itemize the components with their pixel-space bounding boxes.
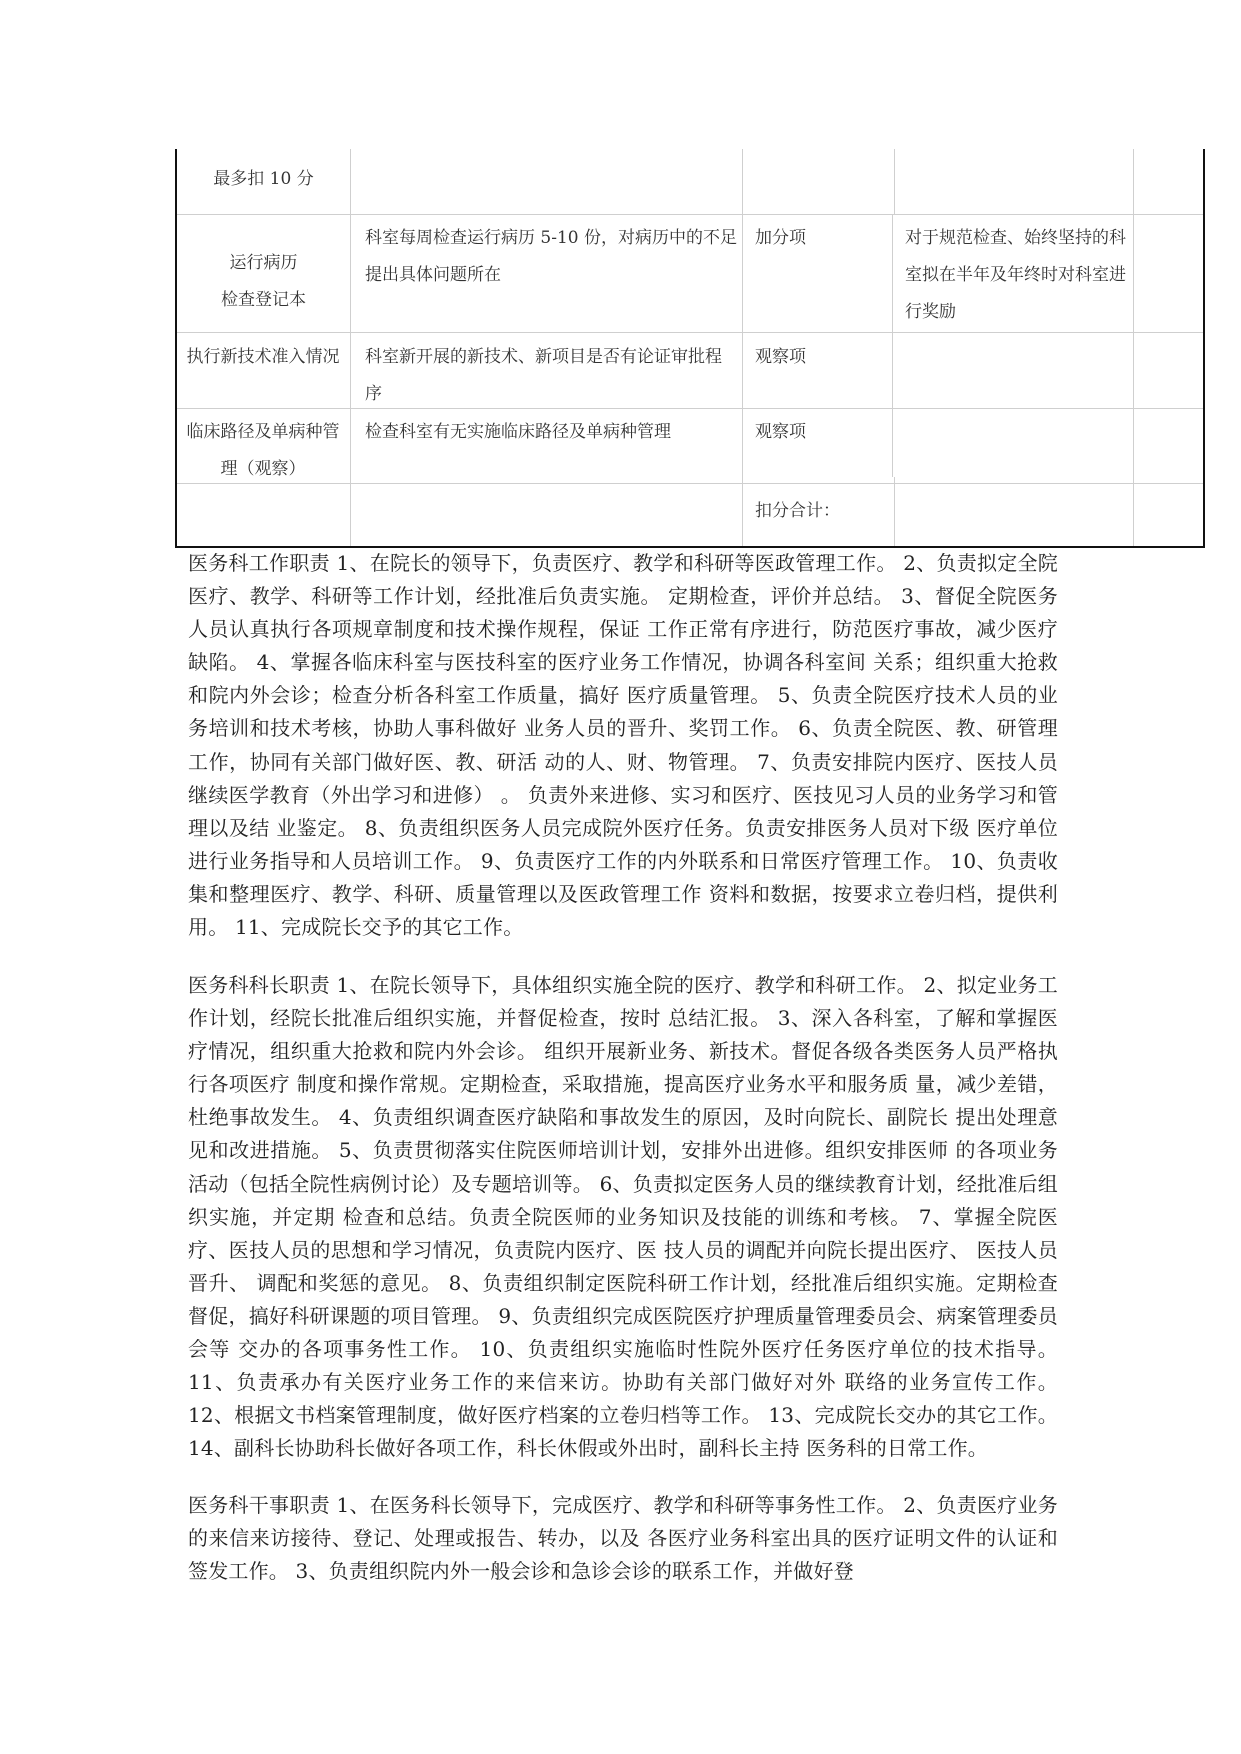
table-cell-total-label: 扣分合计： [755,501,840,521]
table-cell-type: 观察项 [755,422,806,442]
table-column-divider [742,149,743,546]
table-column-divider [350,149,351,546]
table-column-divider [892,214,893,477]
table-cell-type: 观察项 [755,347,806,367]
table-cell-item: 最多扣 10 分 [213,169,314,189]
paragraph-staff-officer-duties: 医务科干事职责 1、在医务科长领导下，完成医疗、教学和科研等事务性工作。 2、负责医疗业务的来信来访接待、登记、处理或报告、转办，以及 各医疗业务科室出具的医疗证明文件的认证和签发工作。 3、负责组织院内外一般会诊和急诊会诊的联系工作，并做好登 [188,1493,1058,1584]
evaluation-table [175,149,1205,548]
table-row-divider [177,214,1203,215]
paragraph-department-head-duties: 医务科科长职责 1、在院长领导下，具体组织实施全院的医疗、教学和科研工作。 2、拟定业务工作计划，经院长批准后组织实施，并督促检查，按时 总结汇报。 3、深入各科室，了解和掌握医疗情况，组织重大抢救和院内外会诊。 组织开展新业务、新技术。督促各级各类医务人员严格执行各项医疗 制度和操作常规。定期检查，采取措施，提高医疗业务水平和服务质 量，减少差错，杜绝事故发生。 4、负责组织调查医疗缺陷和事故发生的原因，及时向院长、副院长 提出处理意见和改进措施。 5、负责贯彻落实住院医师培训计划，安排外出进修。组织安排医师 的各项业务活动（包括全院性病例讨论）及专题培训等。 6、负责拟定医务人员的继续教育计划，经批准后组织实施，并定期 检查和总结。负责全院医师的业务知识及技能的训练和考核。 7、掌握全院医疗、医技人员的思想和学习情况，负责院内医疗、医 技人员的调配并向院长提出医疗、 医技人员晋升、 调配和奖惩的意见。 8、负责组织制定医院科研工作计划，经批准后组织实施。定期检查 督促，搞好科研课题的项目管理。 9、负责组织完成医院医疗护理质量管理委员会、病案管理委员会等 交办的各项事务性工作。 10、负责组织实施临时性院外医疗任务医疗单位的技术指导。 11、负责承办有关医疗业务工作的来信来访。协助有关部门做好对外 联络的业务宣传工作。 12、根据文书档案管理制度，做好医疗档案的立卷归档等工作。 13、完成院长交办的其它工作。 14、副科长协助科长做好各项工作，科长休假或外出时，副科长主持 医务科的日常工作。 [188,973,1058,1461]
paragraph-medical-affairs-duties: 医务科工作职责 1、在院长的领导下，负责医疗、教学和科研等医政管理工作。 2、负责拟定全院医疗、教学、科研等工作计划，经批准后负责实施。 定期检查，评价并总结。 3、督促全院医务人员认真执行各项规章制度和技术操作规程，保证 工作正常有序进行，防范医疗事故，减少医疗缺陷。 4、掌握各临床科室与医技科室的医疗业务工作情况，协调各科室间 关系；组织重大抢救和院内外会诊；检查分析各科室工作质量，搞好 医疗质量管理。 5、负责全院医疗技术人员的业务培训和技术考核，协助人事科做好 业务人员的晋升、奖罚工作。 6、负责全院医、教、研管理工作，协同有关部门做好医、教、研活 动的人、财、物管理。 7、负责安排院内医疗、医技人员继续医学教育（外出学习和进修） 。 负责外来进修、实习和医疗、医技见习人员的业务学习和管理以及结 业鉴定。 8、负责组织医务人员完成院外医疗任务。负责安排医务人员对下级 医疗单位进行业务指导和人员培训工作。 9、负责医疗工作的内外联系和日常医疗管理工作。 10、负责收集和整理医疗、教学、科研、质量管理以及医政管理工作 资料和数据，按要求立卷归档，提供利用。 11、完成院长交予的其它工作。 [188,551,1058,940]
table-row-divider [177,332,1203,333]
table-column-divider [894,149,895,214]
table-cell-content: 检查科室有无实施临床路径及单病种管理 [365,422,671,442]
table-cell-item: 临床路径及单病种管理（观察） [186,422,340,479]
table-cell-content: 科室每周检查运行病历 5-10 份，对病历中的不足提出具体问题所在 [365,228,737,285]
table-cell-note: 对于规范检查、始终坚持的科室拟在半年及年终时对科室进行奖励 [905,228,1126,322]
table-column-divider [1133,149,1134,546]
table-cell-item: 执行新技术准入情况 [186,347,340,367]
table-cell-type: 加分项 [755,228,806,248]
table-cell-content: 科室新开展的新技术、新项目是否有论证审批程序 [365,347,722,404]
table-cell-item: 运行病历 检查登记本 [221,253,306,310]
